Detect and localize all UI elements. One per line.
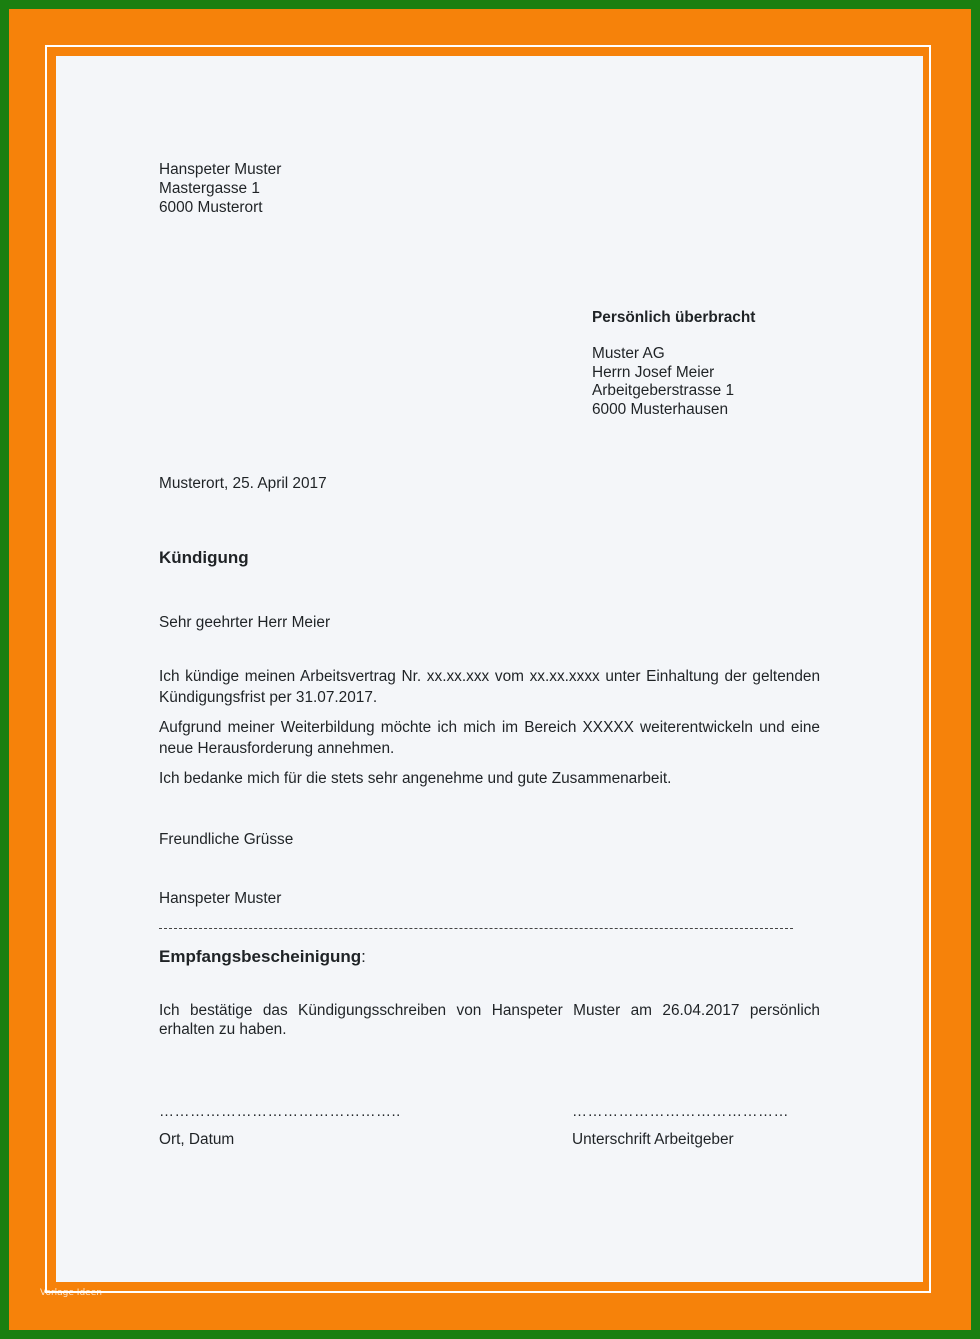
receipt-title: Empfangsbescheinigung bbox=[159, 947, 362, 966]
employer-signature-label: Unterschrift Arbeitgeber bbox=[572, 1131, 734, 1148]
signature-name: Hanspeter Muster bbox=[159, 890, 282, 907]
delivery-note: Persönlich überbracht bbox=[592, 309, 756, 326]
letter-subject: Kündigung bbox=[159, 548, 249, 567]
recipient-street: Arbeitgeberstrasse 1 bbox=[592, 382, 735, 399]
sender-street: Mastergasse 1 bbox=[159, 180, 260, 197]
receipt-heading bbox=[159, 947, 366, 966]
place-date-label: Ort, Datum bbox=[159, 1131, 235, 1148]
sender-name: Hanspeter Muster bbox=[159, 161, 282, 178]
paragraph-notice: Ich kündige meinen Arbeitsvertrag Nr. xx.xx.xxx vom xx.xx.xxxx unter Einhaltung der geltenden Kündigungsfrist per 31.07.2017. bbox=[159, 668, 820, 706]
signature-dotted-line: …………………………………… bbox=[572, 1103, 789, 1120]
recipient-city: 6000 Musterhausen bbox=[592, 401, 729, 418]
sender-city: 6000 Musterort bbox=[159, 199, 263, 216]
recipient-person: Herrn Josef Meier bbox=[592, 364, 715, 381]
watermark: Vorlage Ideen bbox=[40, 1288, 102, 1298]
receipt-title-colon: : bbox=[361, 947, 366, 966]
closing: Freundliche Grüsse bbox=[159, 831, 294, 848]
salutation: Sehr geehrter Herr Meier bbox=[159, 614, 331, 631]
paragraph-thanks: Ich bedanke mich für die stets sehr angenehme und gute Zusammenarbeit. bbox=[159, 770, 672, 787]
recipient-company: Muster AG bbox=[592, 345, 665, 362]
separator-line bbox=[159, 928, 793, 929]
paragraph-reason: Aufgrund meiner Weiterbildung möchte ich mich im Bereich XXXXX weiterentwickeln und eine neue Herausforderung annehmen. bbox=[159, 719, 820, 757]
receipt-text: Ich bestätige das Kündigungsschreiben von Hanspeter Muster am 26.04.2017 persönlich erhalten zu haben. bbox=[159, 1002, 820, 1038]
place-date-dotted-line: ……………………………………….. bbox=[159, 1103, 401, 1120]
place-date: Musterort, 25. April 2017 bbox=[159, 475, 327, 492]
